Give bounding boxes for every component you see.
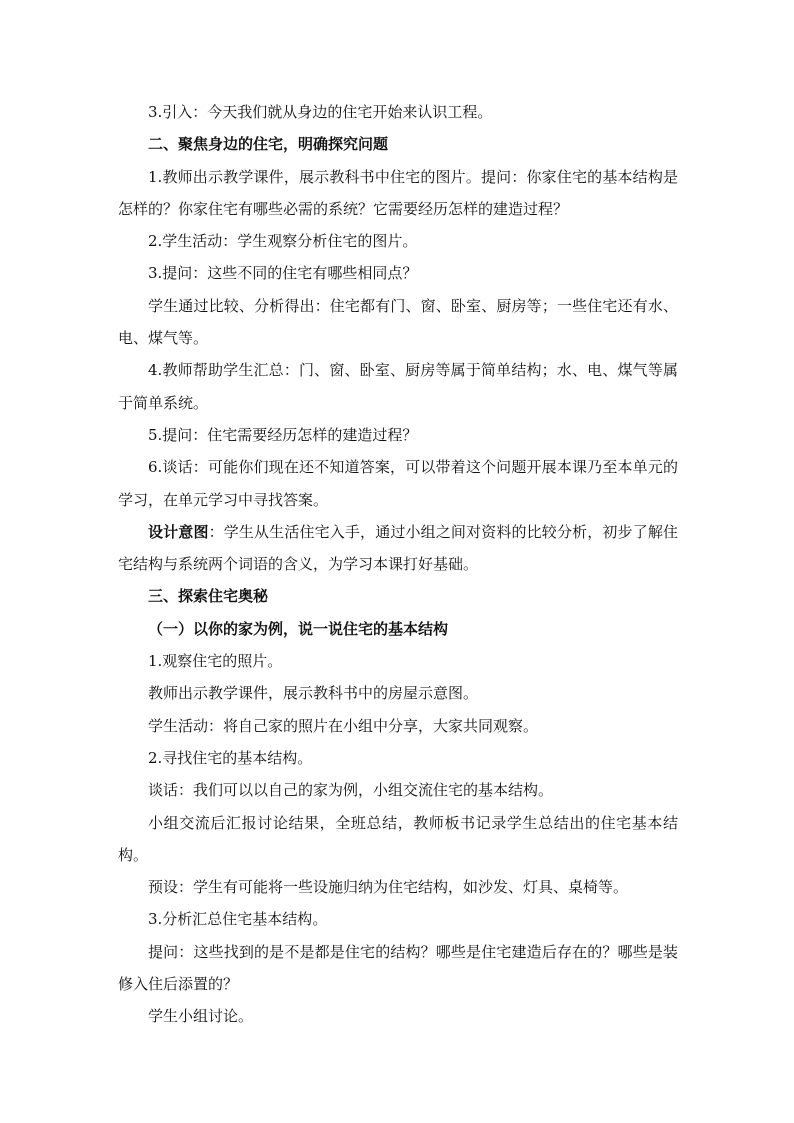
paragraph-analyze: 3.分析汇总住宅基本结构。 — [148, 910, 328, 929]
paragraph-student-analysis: 学生通过比较、分析得出：住宅都有门、窗、卧室、厨房等；一些住宅还有水、电、煤气等。 — [118, 296, 678, 348]
paragraph-observe: 1.观察住宅的照片。 — [148, 652, 283, 671]
paragraph-design-intent — [118, 516, 678, 581]
paragraph-step-1: 1.教师出示教学课件，展示教科书中住宅的图片。提问：你家住宅的基本结构是怎样的？你家住宅有哪些必需的系统？它需要经历怎样的建造过程？ — [118, 167, 678, 218]
paragraph-find-structure: 2.寻找住宅的基本结构。 — [148, 748, 313, 767]
subsection-heading-1: （一）以你的家为例，说一说住宅的基本结构 — [148, 619, 449, 638]
document-body — [118, 96, 678, 1033]
paragraph-step-2: 2.学生活动：学生观察分析住宅的图片。 — [148, 232, 418, 251]
paragraph-step-3: 3.提问：这些不同的住宅有哪些相同点？ — [148, 264, 418, 283]
paragraph-question: 提问：这些找到的是不是都是住宅的结构？哪些是住宅建造后存在的？哪些是装修入住后添置的？ — [118, 942, 678, 994]
section-heading-3: 三、探索住宅奥秘 — [148, 587, 269, 606]
paragraph-step-6: 6.谈话：可能你们现在还不知道答案，可以带着这个问题开展本课乃至本单元的学习，在单元学习中寻找答案。 — [118, 458, 678, 509]
paragraph-intro: 3.引入：今天我们就从身边的住宅开始来认识工程。 — [148, 103, 493, 121]
section-heading-2: 二、聚焦身边的住宅，明确探究问题 — [148, 135, 389, 154]
design-intent-label: 设计意图 — [148, 522, 209, 541]
paragraph-talk: 谈话：我们可以以自己的家为例，小组交流住宅的基本结构。 — [148, 781, 554, 800]
paragraph-teacher-show: 教师出示教学课件，展示教科书中的房屋示意图。 — [148, 684, 479, 703]
design-intent-text: ：学生从生活住宅入手，通过小组之间对资料的比较分析，初步了解住宅结构与系统两个词语的含义，为学习本课打好基础。 — [118, 522, 678, 574]
paragraph-student-activity: 学生活动：将自己家的照片在小组中分享，大家共同观察。 — [148, 716, 539, 735]
paragraph-step-4: 4.教师帮助学生汇总：门、窗、卧室、厨房等属于简单结构；水、电、煤气等属于简单系统。 — [118, 361, 678, 412]
paragraph-group-discuss: 学生小组讨论。 — [148, 1007, 254, 1026]
paragraph-step-5: 5.提问：住宅需要经历怎样的建造过程？ — [148, 425, 418, 444]
paragraph-group-report: 小组交流后汇报讨论结果，全班总结，教师板书记录学生总结出的住宅基本结构。 — [118, 813, 678, 864]
paragraph-preset: 预设：学生有可能将一些设施归纳为住宅结构，如沙发、灯具、桌椅等。 — [148, 878, 629, 897]
